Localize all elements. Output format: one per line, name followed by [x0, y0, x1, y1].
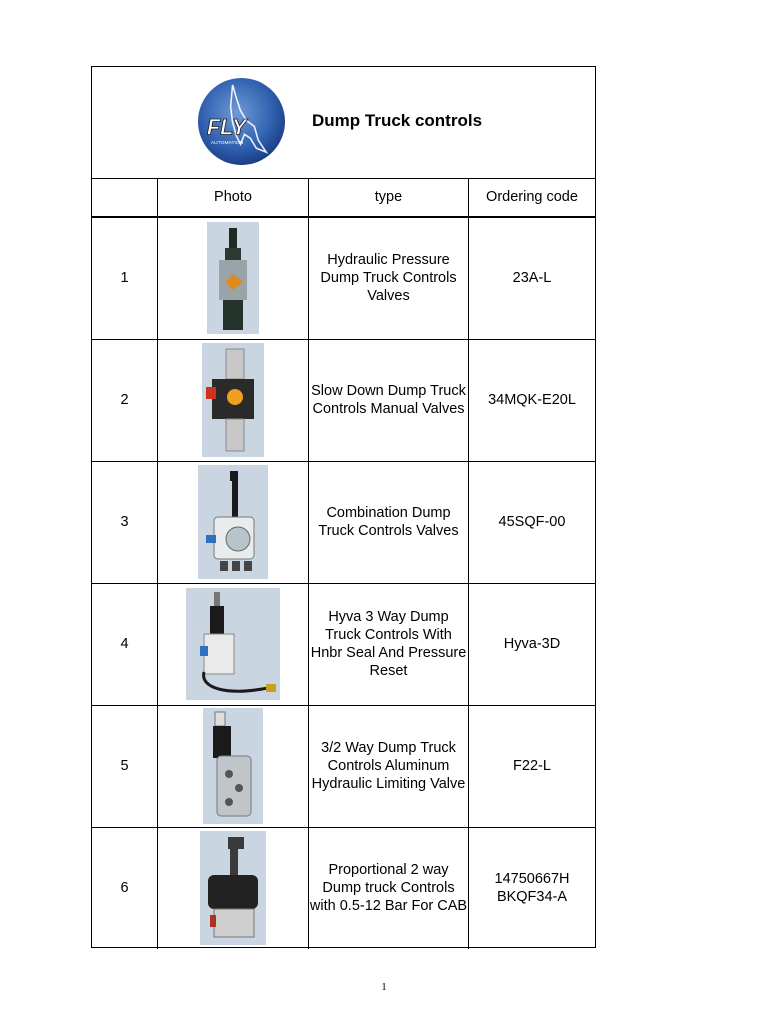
- product-type: 3/2 Way Dump Truck Controls Aluminum Hydraulic Limiting Valve: [309, 705, 469, 827]
- row-number: 1: [92, 217, 158, 339]
- column-header-type: type: [309, 178, 469, 216]
- ordering-code: 23A-L: [512, 270, 552, 286]
- logo-text: FLY: [206, 114, 247, 140]
- table-row: [92, 583, 595, 706]
- page-number: 1: [381, 981, 387, 993]
- row-number: 5: [92, 705, 158, 827]
- ordering-code: Hyva-3D: [503, 636, 561, 652]
- column-header-ordering-code: Ordering code: [486, 189, 578, 205]
- table-row: [92, 339, 595, 462]
- dump-valve-2-icon: [202, 343, 264, 457]
- ordering-code: 45SQF-00: [498, 514, 566, 530]
- product-type: Proportional 2 way Dump truck Controls with 0.5-12 Bar For CAB: [309, 827, 469, 949]
- row-number: 4: [92, 583, 158, 705]
- ordering-code: [469, 827, 595, 949]
- photo-cell: [158, 827, 309, 949]
- row-number: 6: [92, 827, 158, 949]
- logo-subtext: AUTOMATION: [210, 141, 244, 147]
- row-number: 2: [92, 339, 158, 461]
- table-row: [92, 217, 595, 340]
- dump-valve-1-icon: [207, 222, 259, 334]
- photo-cell: [158, 217, 309, 339]
- table-row: [92, 705, 595, 828]
- product-type: Slow Down Dump Truck Controls Manual Valves: [309, 339, 469, 461]
- product-type: Combination Dump Truck Controls Valves: [309, 461, 469, 583]
- product-table: [91, 66, 596, 948]
- fly-automation-logo: [197, 77, 286, 166]
- table-row: [92, 461, 595, 584]
- photo-cell: [158, 583, 309, 705]
- ordering-code: F22-L: [513, 758, 551, 774]
- photo-cell: [158, 705, 309, 827]
- column-header-number: [92, 178, 158, 216]
- ordering-code-line-1: 14750667H: [494, 871, 570, 887]
- row-number: 3: [92, 461, 158, 583]
- table-header: [92, 67, 595, 179]
- dump-valve-5-icon: [203, 708, 263, 824]
- document-title: Dump Truck controls: [312, 111, 483, 130]
- column-header-row: [92, 178, 595, 218]
- dump-valve-3-icon: [198, 465, 268, 579]
- ordering-code: 34MQK-E20L: [488, 392, 576, 408]
- dump-valve-4-icon: [186, 588, 280, 700]
- table-row: [92, 827, 595, 949]
- photo-cell: [158, 339, 309, 461]
- product-type: Hyva 3 Way Dump Truck Controls With Hnbr Seal And Pressure Reset: [309, 583, 469, 705]
- photo-cell: [158, 461, 309, 583]
- column-header-photo: Photo: [158, 178, 309, 216]
- dump-valve-6-icon: [200, 831, 266, 945]
- product-type: Hydraulic Pressure Dump Truck Controls Valves: [309, 217, 469, 339]
- ordering-code-line-2: BKQF34-A: [496, 889, 568, 905]
